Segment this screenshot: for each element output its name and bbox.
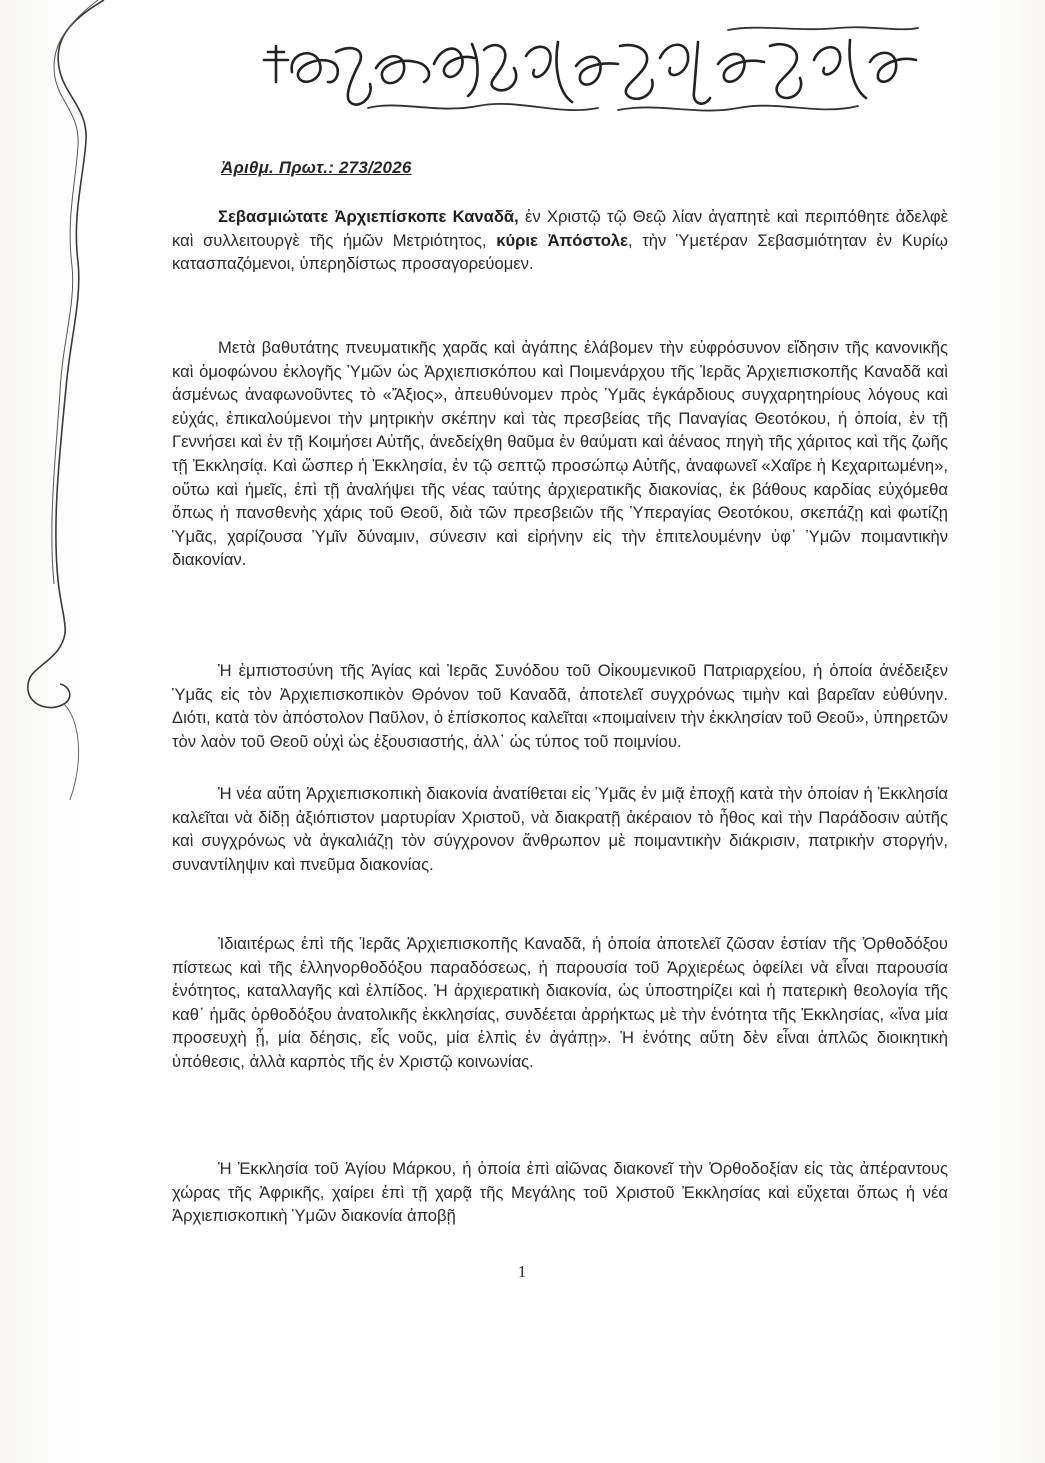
body-paragraph: Ἰδιαιτέρως ἐπὶ τῆς Ἱερᾶς Ἀρχιεπισκοπῆς Καναδᾶ, ἡ ὁποία ἀποτελεῖ ζῶσαν ἑστίαν τῆς Ὀρθοδόξου πίστεως καὶ τῆς ἑλληνορθοδόξου παραδόσεως, ἡ παρουσία τοῦ Ἀρχιερέως ὀφείλει νὰ εἶναι παρουσία ἑνότητος, καταλλαγῆς καὶ ἐλπίδος. Ἡ ἀρχιερατικὴ διακονία, ὡς ὑποστηρίζει καὶ ἡ πατερικὴ θεολογία τῆς καθ᾽ ἡμᾶς ὀρθοδόξου ἀνατολικῆς ἐκκλησίας, συνδέεται ἀρρήκτως μὲ τὴν ἑνότητα τῆς Ἐκκλησίας, «ἵνα μία προσευχὴ ᾖ, μία δέησις, εἷς νοῦς, μία ἐλπὶς ἐν ἀγάπῃ». Ἡ ἑνότης αὕτη δὲν εἶναι ἁπλῶς διοικητικὴ ὑπόθεσις, ἀλλὰ καρπὸς τῆς ἐν Χριστῷ κοινωνίας. — [172, 934, 948, 1071]
page-number: 1 — [517, 1262, 527, 1281]
body-paragraph: Μετὰ βαθυτάτης πνευματικῆς χαρᾶς καὶ ἀγάπης ἐλάβομεν τὴν εὐφρόσυνον εἴδησιν τῆς κανονικῆς καὶ ὁμοφώνου ἐκλογῆς Ὑμῶν ὡς Ἀρχιεπισκόπου καὶ Ποιμενάρχου τῆς Ἱερᾶς Ἀρχιεπισκοπῆς Καναδᾶ καὶ ἀσμένως ἀναφωνοῦντες τὸ «Ἄξιος», ἀπευθύνομεν πρὸς Ὑμᾶς ἐγκάρδιους συγχαρητηρίους λόγους καὶ εὐχάς, ἐπικαλούμενοι τὴν μητρικὴν σκέπην καὶ τὰς πρεσβείας τῆς Παναγίας Θεοτόκου, ἡ ὁποία, ἐν τῇ Γεννήσει καὶ ἐν τῇ Κοιμήσει Αὐτῆς, ἀνεδείχθη θαῦμα ἐν θαύματι καὶ ἀέναος πηγὴ τῆς χάριτος καὶ τῆς ζωῆς τῇ Ἐκκλησίᾳ. Καὶ ὥσπερ ἡ Ἐκκλησία, ἐν τῷ σεπτῷ προσώπῳ Αὐτῆς, ἀναφωνεῖ «Χαῖρε ἡ Κεχαριτωμένη», οὕτω καὶ ἡμεῖς, ἐπὶ τῇ ἀναλήψει τῆς νέας ταύτης ἀρχιερατικῆς διακονίας, ἐκ βάθους καρδίας εὐχόμεθα ὅπως ἡ πανσθενὴς χάρις τοῦ Θεοῦ, διὰ τῶν πρεσβειῶν τῆς Ὑπεραγίας Θεοτόκου, σκεπάζῃ καὶ φωτίζῃ Ὑμᾶς, χαρίζουσα Ὑμῖν δύναμιν, σύνεσιν καὶ εἰρήνην εἰς τὴν ἐπιτελουμένην ὑφ᾽ Ὑμῶν ποιμαντικὴν διακονίαν. — [172, 338, 948, 570]
greeting-paragraph — [172, 205, 948, 276]
addressee-name: κύριε Ἀπόστολε — [496, 230, 628, 250]
patriarch-signature — [258, 22, 923, 122]
body-paragraph: Ἡ νέα αὕτη Ἀρχιεπισκοπικὴ διακονία ἀνατίθεται εἰς Ὑμᾶς ἐν μιᾷ ἐποχῇ κατὰ τὴν ὁποίαν ἡ Ἐκκλησία καλεῖται νὰ δίδῃ ἀξιόπιστον μαρτυρίαν Χριστοῦ, νὰ διακρατῇ ἀκέραιον τὸ ἦθος καὶ τὴν Παράδοσιν αὐτῆς καὶ συγχρόνως νὰ ἀγκαλιάζῃ τὸν σύγχρονον ἄνθρωπον μὲ ποιμαντικὴν διάκρισιν, πατρικὴν στοργήν, συναντίληψιν καὶ πνεῦμα διακονίας. — [172, 784, 948, 874]
binding-curl-mark — [0, 0, 130, 1463]
greeting-text-2: , τὴν Ὑμετέραν Σεβασμιότηταν ἐν Κυρίῳ κατασπαζόμενοι, ὑπερηδίστως προσαγορεύομεν. — [172, 230, 948, 274]
body-paragraph: Ἡ ἐμπιστοσύνη τῆς Ἁγίας καὶ Ἱερᾶς Συνόδου τοῦ Οἰκουμενικοῦ Πατριαρχείου, ἡ ὁποία ἀνέδειξεν Ὑμᾶς εἰς τὸν Ἀρχιεπισκοπικὸν Θρόνον τοῦ Καναδᾶ, ἀποτελεῖ συγχρόνως τιμὴν καὶ βαρεῖαν εὐθύνην. Διότι, κατὰ τὸν ἀπόστολον Παῦλον, ὁ ἐπίσκοπος καλεῖται «ποιμαίνειν τὴν ἐκκλησίαν τοῦ Θεοῦ», ὑπηρετῶν τὸν λαὸν τοῦ Θεοῦ οὐχὶ ὡς ἐξουσιαστής, ἀλλ᾽ ὡς τύπος τοῦ ποιμνίου. — [172, 661, 948, 751]
addressee-title: Σεβασμιώτατε Ἀρχιεπίσκοπε Καναδᾶ, — [218, 207, 519, 226]
protocol-number: Ἀριθμ. Πρωτ.: 273/2026 — [221, 158, 412, 177]
body-paragraph: Ἡ Ἐκκλησία τοῦ Ἁγίου Μάρκου, ἡ ὁποία ἐπὶ αἰῶνας διακονεῖ τὴν Ὀρθοδοξίαν εἰς τὰς ἀπέραντους χώρας τῆς Ἀφρικῆς, χαίρει ἐπὶ τῇ χαρᾷ τῆς Μεγάλης τοῦ Χριστοῦ Ἐκκλησίας καὶ εὔχεται ὅπως ἡ νέα Ἀρχιεπισκοπικὴ Ὑμῶν διακονία ἀποβῇ — [172, 1159, 948, 1226]
greeting-text-1: ἐν Χριστῷ τῷ Θεῷ λίαν ἀγαπητὲ καὶ περιπόθητε ἀδελφὲ καὶ συλλειτουργὲ τῆς ἡμῶν Μετριότητος, — [172, 207, 948, 250]
